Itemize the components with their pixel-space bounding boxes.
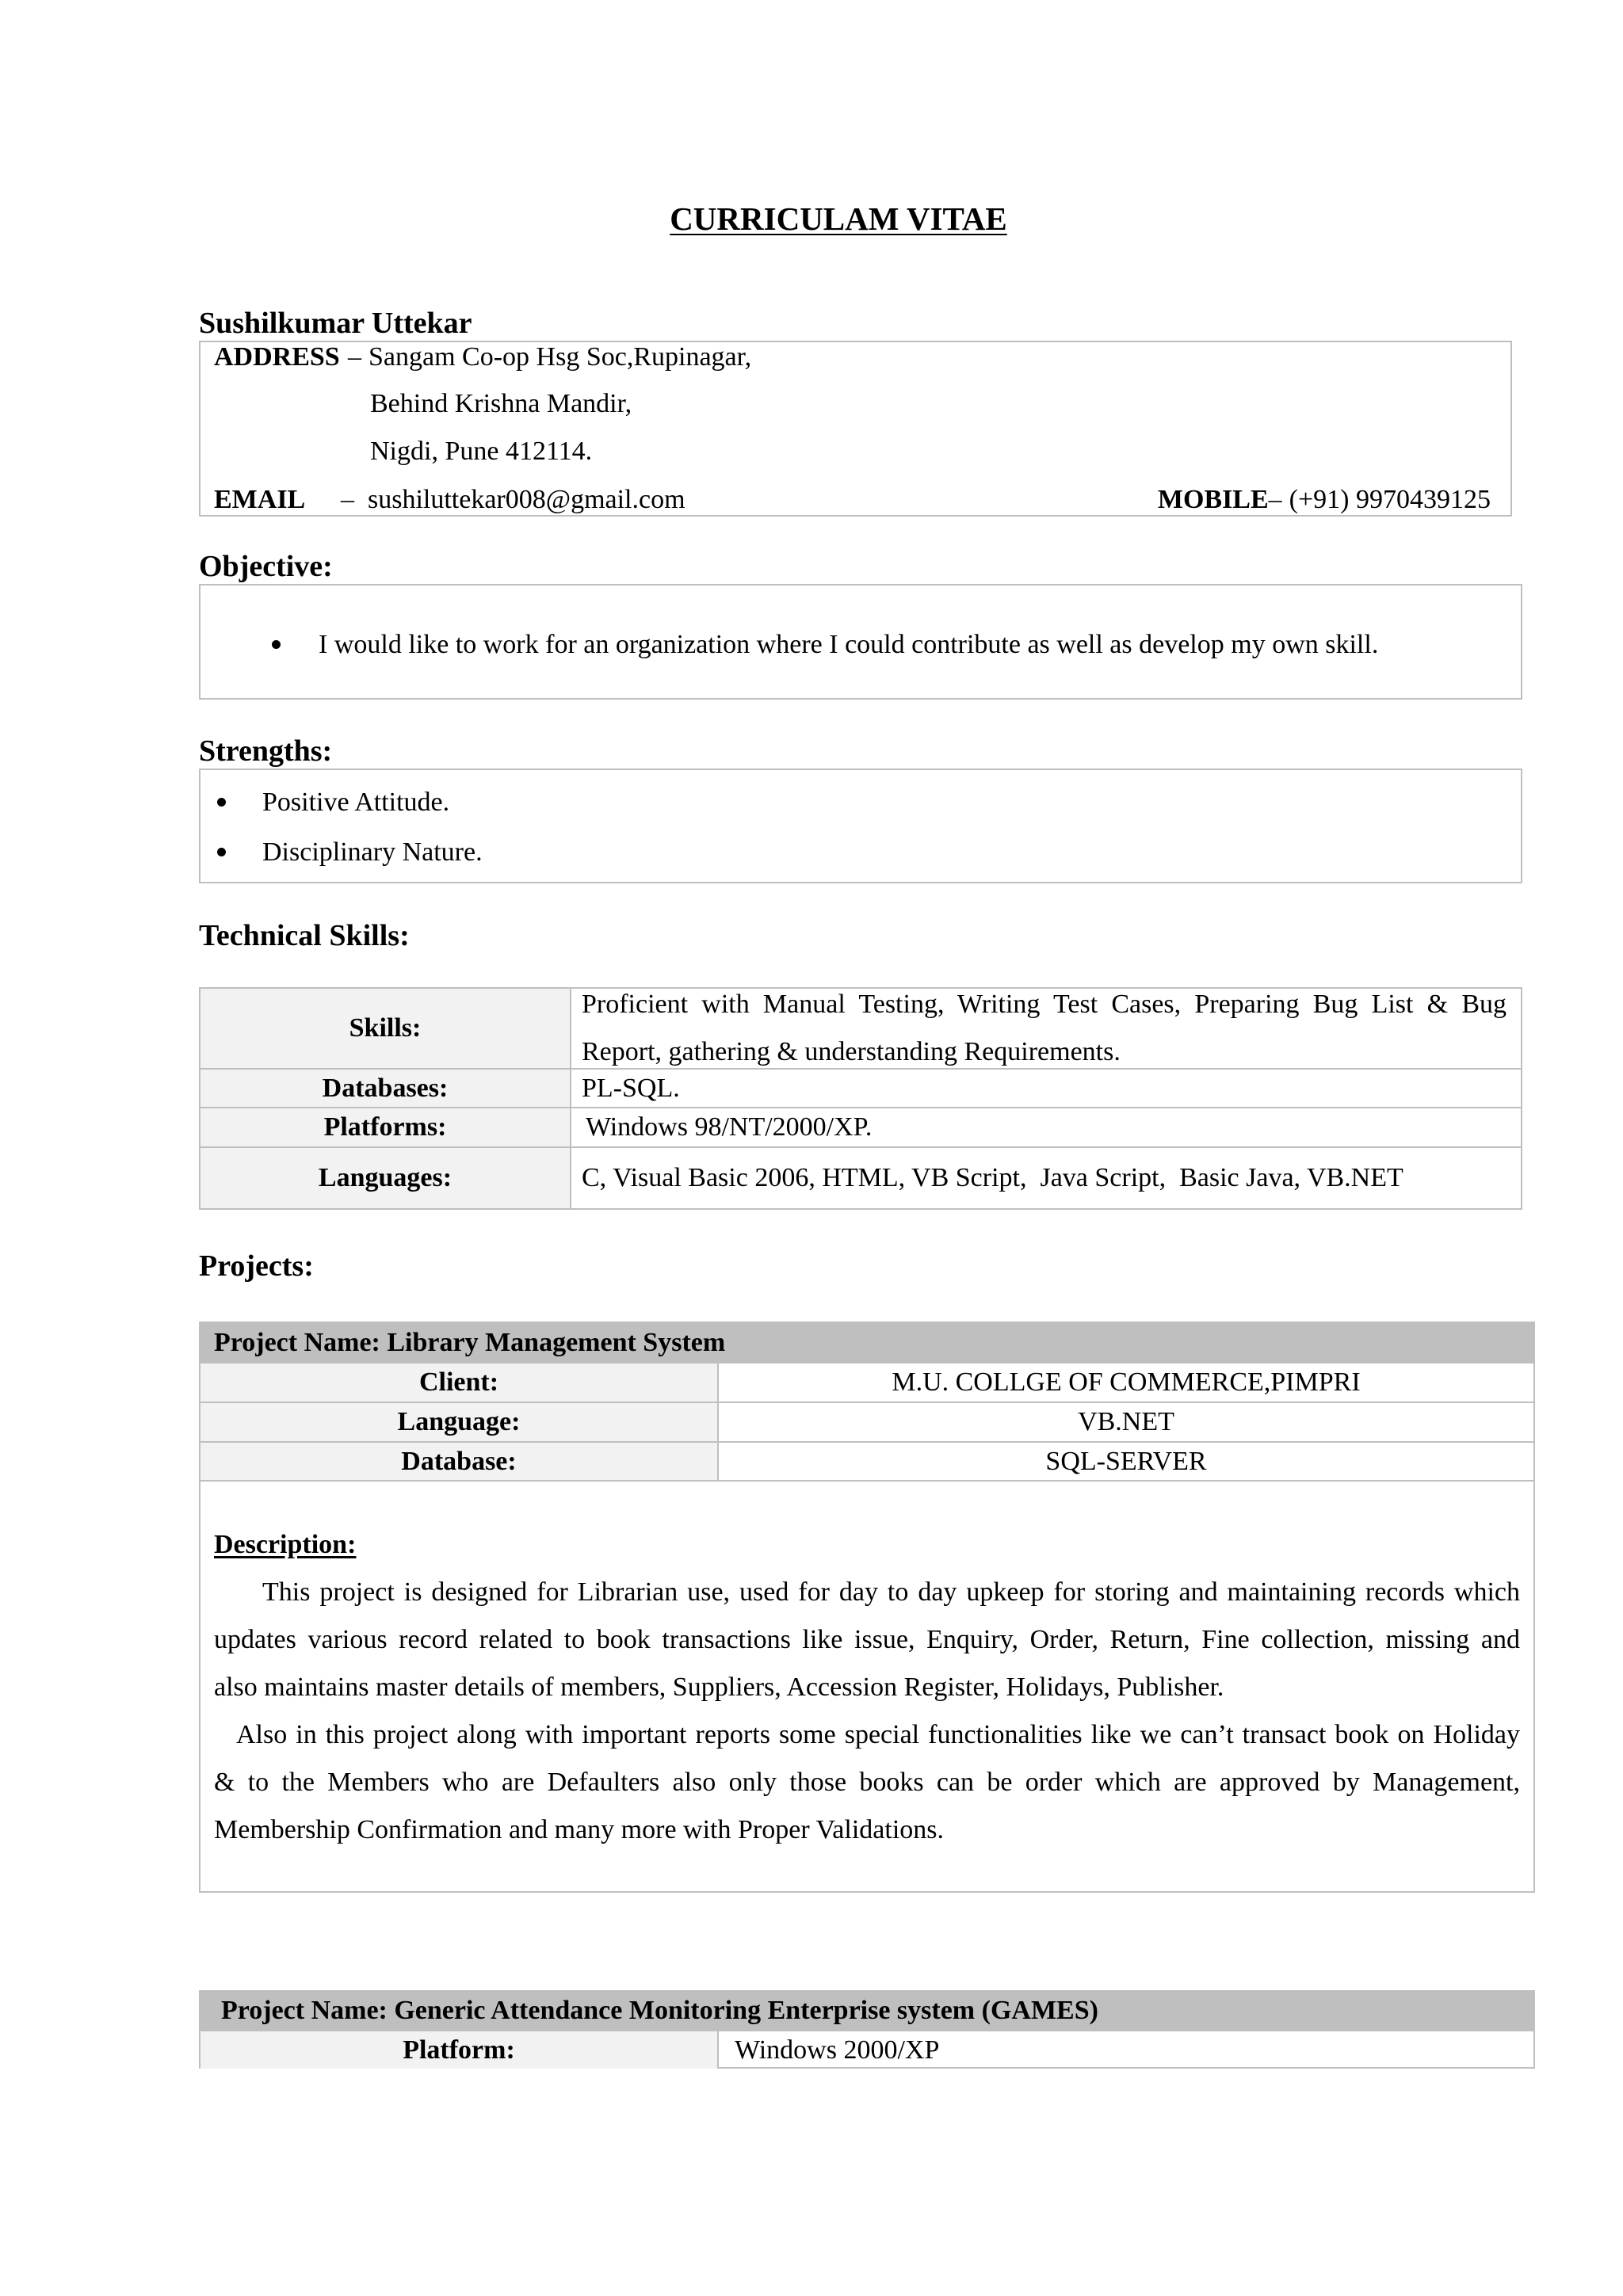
strengths-heading: Strengths: bbox=[199, 734, 333, 768]
platforms-value: Windows 98/NT/2000/XP. bbox=[586, 1112, 873, 1142]
objective-box bbox=[199, 584, 1522, 700]
platforms-row bbox=[200, 1107, 1521, 1146]
project-name-header: Project Name: Library Management System bbox=[200, 1323, 1533, 1362]
languages-value: C, Visual Basic 2006, HTML, VB Script, Java Script, Basic Java, VB.NET bbox=[582, 1163, 1403, 1192]
strength-item: Positive Attitude. bbox=[262, 788, 450, 817]
email-value: sushiluttekar008@gmail.com bbox=[368, 485, 685, 514]
language-row bbox=[200, 1402, 1533, 1441]
description-line: & to the Members who are Defaulters also only those books can be order which are approved by Management, bbox=[214, 1768, 1520, 1797]
description-line: also maintains master details of members, Suppliers, Accession Register, Holidays, Publisher. bbox=[214, 1672, 1224, 1702]
description-text bbox=[214, 1569, 1520, 1854]
bullet-icon bbox=[217, 798, 226, 807]
description-line: This project is designed for Librarian use, used for day to day upkeep for storing and maintaining records which bbox=[262, 1577, 1520, 1607]
mobile-label: MOBILE bbox=[1157, 485, 1269, 514]
candidate-name: Sushilkumar Uttekar bbox=[199, 307, 472, 340]
objective-heading: Objective: bbox=[199, 550, 333, 583]
address-line-3: Nigdi, Pune 412114. bbox=[370, 437, 593, 466]
description-heading: Description: bbox=[214, 1530, 357, 1559]
description-line: updates various record related to book transactions like issue, Enquiry, Order, Return, Fine collection, missing and bbox=[214, 1625, 1520, 1654]
client-label: Client: bbox=[200, 1363, 719, 1402]
description-line: Also in this project along with important reports some special functionalities like we can’t transact book on Holiday bbox=[236, 1720, 1520, 1749]
platforms-label: Platforms: bbox=[200, 1108, 571, 1146]
address-line-2: Behind Krishna Mandir, bbox=[370, 389, 632, 418]
address-line-1: Sangam Co-op Hsg Soc,Rupinagar, bbox=[369, 342, 752, 372]
languages-label: Languages: bbox=[200, 1148, 571, 1208]
databases-label: Databases: bbox=[200, 1070, 571, 1107]
skills-value-line: Proficient with Manual Testing, Writing Test Cases, Preparing Bug List & Bug bbox=[582, 990, 1507, 1019]
email-separator: – bbox=[341, 485, 354, 514]
strength-item: Disciplinary Nature. bbox=[262, 837, 483, 867]
client-row bbox=[200, 1362, 1533, 1402]
technical-skills-heading: Technical Skills: bbox=[199, 919, 410, 952]
project-name-header: Project Name: Generic Attendance Monitoring Enterprise system (GAMES) bbox=[200, 1992, 1533, 2030]
technical-skills-table bbox=[199, 987, 1522, 1210]
platform-row bbox=[200, 2030, 1533, 2069]
language-label: Language: bbox=[200, 1403, 719, 1441]
project-table bbox=[199, 1990, 1535, 2069]
strengths-box bbox=[199, 769, 1522, 883]
database-row bbox=[200, 1441, 1533, 1480]
bullet-icon bbox=[217, 848, 226, 856]
document-title: CURRICULAM VITAE bbox=[670, 200, 1007, 237]
mobile-group bbox=[1158, 476, 1491, 524]
address-label: ADDRESS bbox=[214, 342, 340, 372]
mobile-value: (+91) 9970439125 bbox=[1289, 485, 1491, 514]
mobile-separator: – bbox=[1268, 485, 1282, 514]
databases-value: PL-SQL. bbox=[582, 1073, 680, 1103]
email-label: EMAIL bbox=[214, 485, 306, 514]
objective-item: I would like to work for an organization where I could contribute as well as develop my own skill. bbox=[319, 630, 1379, 659]
language-value: VB.NET bbox=[1078, 1407, 1174, 1436]
project-table bbox=[199, 1322, 1535, 1893]
description-line: Membership Confirmation and many more with Proper Validations. bbox=[214, 1815, 945, 1844]
description-cell bbox=[200, 1480, 1533, 1893]
contact-box bbox=[199, 341, 1512, 517]
platform-label: Platform: bbox=[200, 2031, 719, 2069]
skills-row bbox=[200, 989, 1521, 1068]
skills-label: Skills: bbox=[200, 989, 571, 1068]
skills-value bbox=[582, 981, 1507, 1076]
languages-row bbox=[200, 1146, 1521, 1208]
database-label: Database: bbox=[200, 1443, 719, 1480]
database-value: SQL-SERVER bbox=[1045, 1446, 1207, 1476]
address-separator: – bbox=[348, 342, 361, 372]
projects-heading: Projects: bbox=[199, 1249, 314, 1283]
platform-value: Windows 2000/XP bbox=[735, 2035, 940, 2065]
databases-row bbox=[200, 1068, 1521, 1107]
skills-value-line: Report, gathering & understanding Requirements. bbox=[582, 1037, 1121, 1066]
client-value: M.U. COLLGE OF COMMERCE,PIMPRI bbox=[892, 1367, 1361, 1397]
bullet-icon bbox=[272, 640, 281, 649]
